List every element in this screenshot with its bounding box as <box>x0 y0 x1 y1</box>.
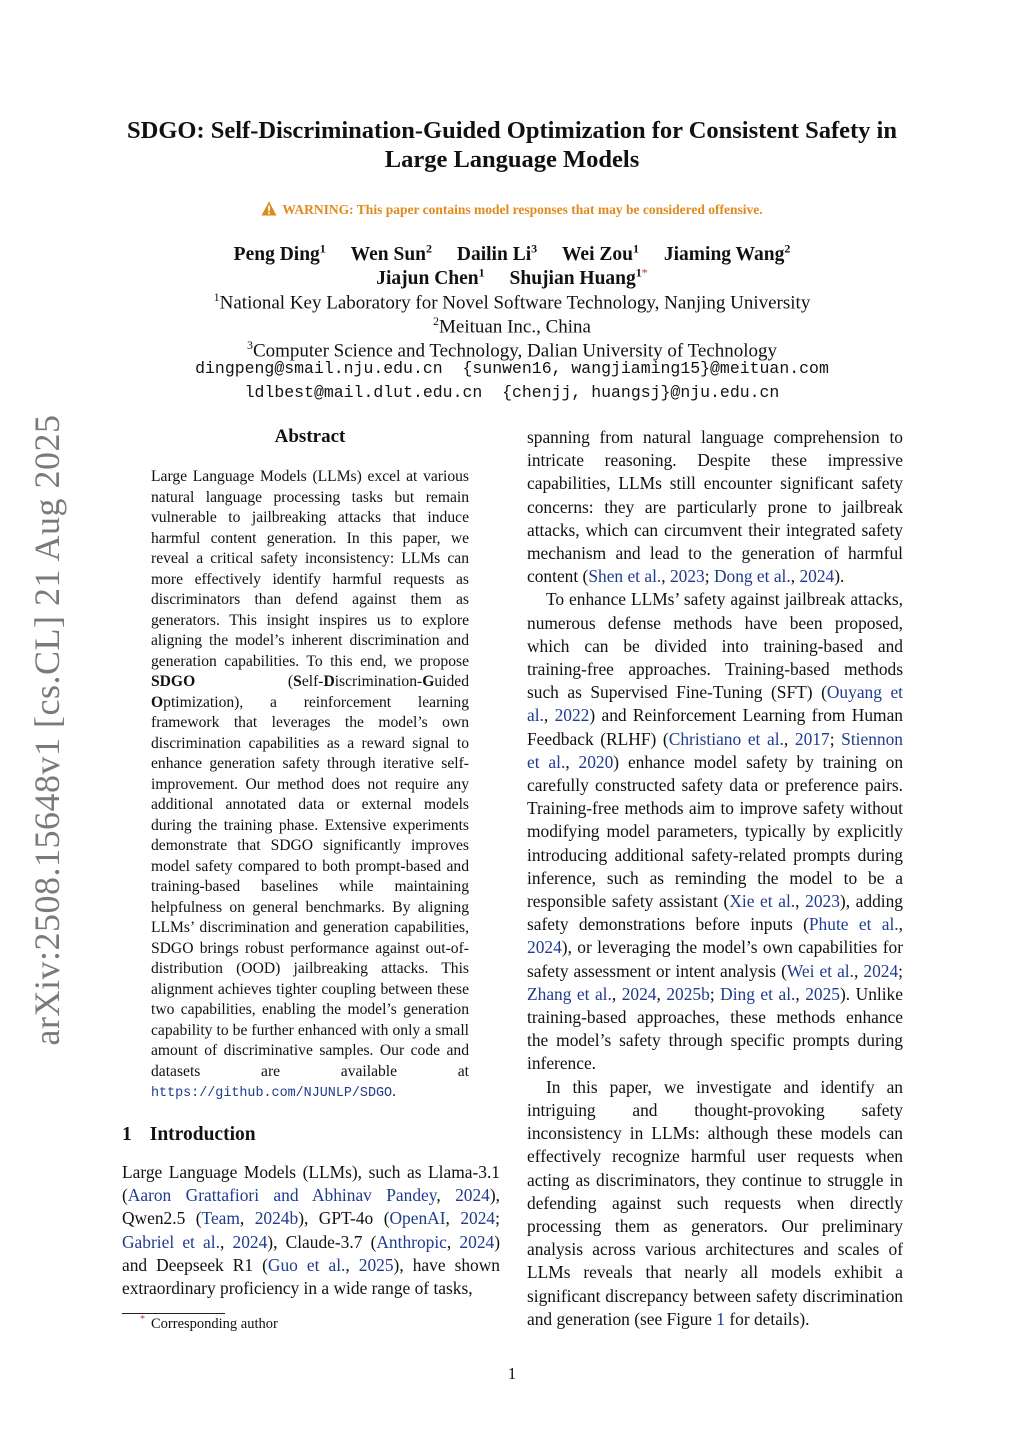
title-line-2: Large Language Models <box>384 146 640 173</box>
paragraph: In this paper, we investigate and identify an intriguing and thought-provoking safety inconsistency in LLMs: although these models can effectively recognize harmful user requests when acting as discriminators, they continue to struggle in defending against such requests when directly processing them as generators. Our preliminary analysis across various architectures and scales of LLMs reveals that nearly all models exhibit a significant discrepancy between safety discrimination and generation (see Figure 1 for details). <box>527 1076 903 1329</box>
citation-link[interactable]: Dong et al. <box>713 566 791 587</box>
citation-link[interactable]: Aaron Grattafiori and Abhinav Pandey <box>127 1185 437 1206</box>
arxiv-identifier: arXiv:2508.15648v1 [cs.CL] 21 Aug 2025 <box>27 414 67 1046</box>
citation-link[interactable]: Stiennon et al. <box>527 728 903 772</box>
author: Wei Zou$^1$ <box>562 241 639 265</box>
citation-link[interactable]: Shen et al. <box>588 566 662 587</box>
citation-link[interactable]: Christiano et al. <box>668 728 784 749</box>
citation-link[interactable]: 2025 <box>358 1254 394 1275</box>
figure-link[interactable]: 1 <box>716 1308 725 1329</box>
citation-link[interactable]: 2020 <box>578 751 614 772</box>
citation-link[interactable]: 2024 <box>455 1185 490 1206</box>
corresponding-mark[interactable]: * <box>641 265 648 279</box>
citation-link[interactable]: Team <box>201 1208 240 1229</box>
abstract-body: Large Language Models (LLMs) excel at various natural language processing tasks but remain vulnerable to jailbreaking attacks that induce harmful content generation. In this paper, we reveal a critical safety inconsistency: LLMs can more effectively identify harmful requests as discriminators than defend against them as generators. This insight inspires us to explore aligning the model’s inherent discrimination and generation capabilities. To this end, we propose SDGO (Self-Discrimination-Guided Optimization), a reinforcement learning framework that leverages the model’s own discrimination capabilities as a reward signal to enhance generation safety through iterative self-improvement. Our method does not require any additional annotated data or external models during the training phase. Extensive experiments demonstrate that SDGO significantly improves model safety compared to both prompt-based and training-based baselines while maintaining helpfulness on general benchmarks. By aligning LLMs’ discrimination and generation capabilities, SDGO brings robust performance against out-of-distribution (OOD) jailbreaking attacks. This alignment achieves tighter coupling between these two capabilities, enabling the model’s generation capability to be further enhanced with only a small amount of discriminative samples. Our code and datasets are available at https://github.com/NJUNLP/SDGO. <box>151 468 469 1101</box>
author: Jiajun Chen$^1$ <box>376 265 485 289</box>
citation-link[interactable]: Guo et al. <box>267 1254 346 1275</box>
citation-link[interactable]: 2023 <box>669 566 705 587</box>
email-line: ldlbest@mail.dlut.edu.cn {chenjj, huangsj}@nju.edu.cn <box>244 383 780 402</box>
title-line-1: SDGO: Self-Discrimination-Guided Optimization for Consistent Safety in <box>127 117 897 144</box>
author: Jiaming Wang$^2$ <box>663 241 791 265</box>
citation-link[interactable]: 2024 <box>459 1231 495 1252</box>
citation-link[interactable]: Ouyang et al. <box>527 682 903 726</box>
citation-link[interactable]: 2024 <box>460 1208 496 1229</box>
citation-link[interactable]: 2025b <box>666 983 710 1004</box>
citation-link[interactable]: OpenAI <box>389 1208 446 1229</box>
content-warning <box>0 201 1024 218</box>
right-column <box>527 426 903 1331</box>
citation-link[interactable]: 2024 <box>799 566 835 587</box>
citation-link[interactable]: 2017 <box>794 728 830 749</box>
citation-link[interactable]: 2024 <box>232 1231 268 1252</box>
footnote: * Corresponding author <box>140 1314 278 1332</box>
citation-link[interactable]: Wei et al. <box>786 960 854 981</box>
email-line: dingpeng@smail.nju.edu.cn {sunwen16, wangjiaming15}@meituan.com <box>195 359 829 378</box>
page-number: 1 <box>507 1364 517 1383</box>
affiliation: $^1$National Key Laboratory for Novel Software Technology, Nanjing University <box>213 290 811 314</box>
citation-link[interactable]: Zhang et al. <box>527 983 612 1004</box>
citation-link[interactable]: 2024 <box>863 960 899 981</box>
author: Peng Ding$^1$ <box>233 241 326 265</box>
citation-link[interactable]: Xie et al. <box>729 891 796 912</box>
citation-link[interactable]: 2025 <box>805 983 840 1004</box>
intro-paragraph: Large Language Models (LLMs), such as Llama-3.1 (Aaron Grattafiori and Abhinav Pandey, 2024), Qwen2.5 (Team, 2024b), GPT-4o (OpenAI, 2024; Gabriel et al., 2024), Claude-3.7 (Anthropic, 2024) and Deepseek R1 (Guo et al., 2025), have shown extraordinary proficiency in a wide range of tasks, <box>122 1162 500 1299</box>
author: Wen Sun$^2$ <box>350 241 433 265</box>
paragraph: spanning from natural language comprehension to intricate reasoning. Despite these impressive capabilities, LLMs still encounter significant safety concerns: they are particularly prone to jailbreak attacks, which can circumvent their integrated safety mechanism and lead to the generation of harmful content (Shen et al., 2023; Dong et al., 2024). <box>527 427 903 587</box>
citation-link[interactable]: 2024 <box>621 983 657 1004</box>
citation-link[interactable]: 2024 <box>527 937 562 958</box>
citation-link[interactable]: Ding et al. <box>720 983 796 1004</box>
citation-link[interactable]: 2022 <box>554 705 590 726</box>
warning-text: WARNING: This paper contains model responses that may be considered offensive. <box>282 202 763 217</box>
warning-icon <box>261 201 277 216</box>
author: Dailin Li$^3$ <box>456 241 538 265</box>
citation-link[interactable]: Phute et al. <box>808 914 899 935</box>
citation-link[interactable]: Gabriel et al. <box>122 1231 220 1252</box>
code-link[interactable]: https://github.com/NJUNLP/SDGO <box>151 1086 393 1101</box>
paper-title <box>100 116 924 174</box>
citation-link[interactable]: 2023 <box>805 891 840 912</box>
citation-link[interactable]: Anthropic <box>376 1231 447 1252</box>
abstract-heading: Abstract <box>274 426 346 447</box>
affiliation: $^3$Computer Science and Technology, Dalian University of Technology <box>246 338 778 362</box>
paragraph: To enhance LLMs’ safety against jailbreak attacks, numerous defense methods have been proposed, which can be divided into training-based and training-free approaches. Training-based methods such as Supervised Fine-Tuning (SFT) (Ouyang et al., 2022) and Reinforcement Learning from Human Feedback (RLHF) (Christiano et al., 2017; Stiennon et al., 2020) enhance model safety by training on carefully constructed safety data or preference pairs. Training-free methods aim to improve safety without modifying model parameters, typically by explicitly introducing additional safety-related prompts during inference, such as reminding the model to be a responsible safety assistant (Xie et al., 2023), adding safety demonstrations before inputs (Phute et al., 2024), or leveraging the model’s own capabilities for safety assessment or intent analysis (Wei et al., 2024; Zhang et al., 2024, 2025b; Ding et al., 2025). Unlike training-based approaches, these methods enhance the model’s safety through specific prompts during inference. <box>527 589 904 1074</box>
affiliation: $^2$Meituan Inc., China <box>433 314 591 338</box>
section-heading: 1 Introduction <box>122 1124 256 1145</box>
citation-link[interactable]: 2024b <box>254 1208 299 1229</box>
author-corresponding: Shujian Huang$^{1*}$ <box>509 265 648 289</box>
